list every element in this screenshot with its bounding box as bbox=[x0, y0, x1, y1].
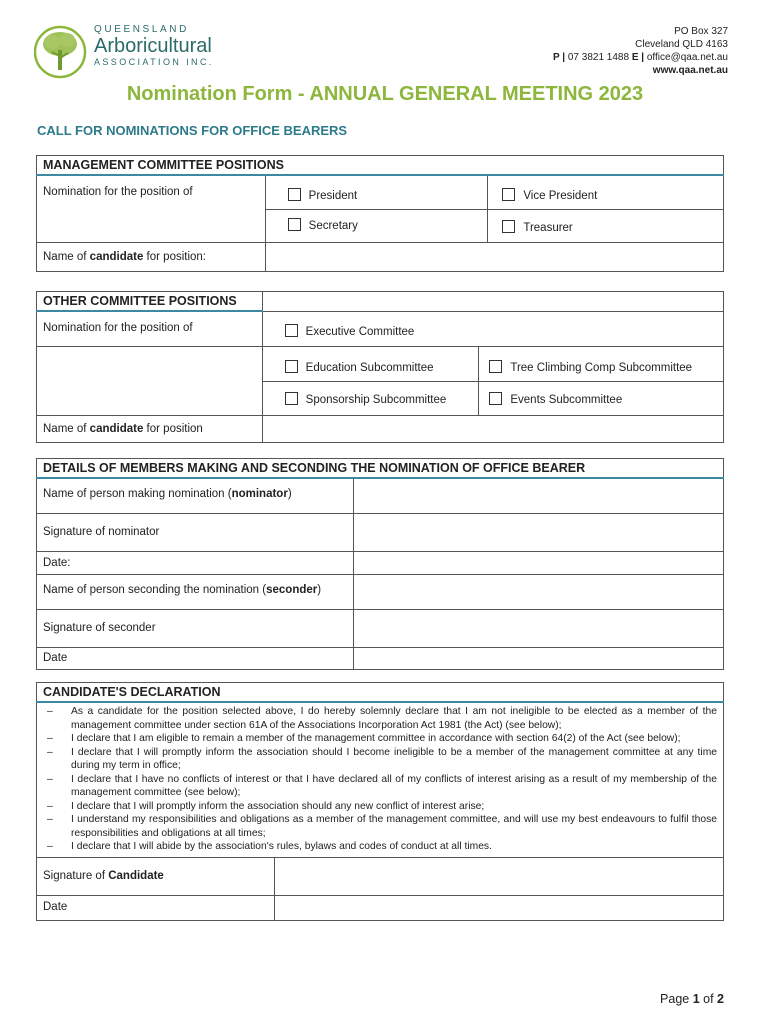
nominator-date-label: Date: bbox=[37, 551, 354, 574]
page-number: Page 1 of 2 bbox=[660, 992, 724, 1006]
tree-logo-icon bbox=[34, 22, 90, 84]
candidate-date-label: Date bbox=[37, 895, 275, 920]
logo-line-2: Arboricultural bbox=[94, 35, 212, 57]
education-subcommittee-checkbox[interactable] bbox=[285, 360, 298, 373]
events-subcommittee-label: Events Subcommittee bbox=[510, 393, 623, 406]
management-position-label: Nomination for the position of bbox=[37, 175, 266, 242]
phone-label: P | bbox=[553, 52, 566, 63]
option-executive-committee[interactable] bbox=[262, 311, 723, 346]
phone: 07 3821 1488 bbox=[567, 52, 630, 63]
option-education-subcommittee[interactable] bbox=[262, 346, 479, 381]
members-heading: DETAILS OF MEMBERS MAKING AND SECONDING THE NOMINATION OF OFFICE BEARER bbox=[37, 459, 724, 479]
phone-email-line bbox=[553, 51, 728, 64]
declaration-item: – I declare that I will promptly inform the association should any new conflict of interest arise; bbox=[43, 800, 717, 814]
nominator-name-label: Name of person making nomination (nominator) bbox=[37, 478, 354, 513]
treasurer-checkbox[interactable] bbox=[502, 220, 515, 233]
declaration-heading: CANDIDATE'S DECLARATION bbox=[37, 683, 724, 703]
seconder-date-label: Date bbox=[37, 647, 354, 669]
executive-committee-label: Executive Committee bbox=[305, 325, 415, 338]
option-treasurer[interactable] bbox=[488, 209, 724, 242]
option-president[interactable] bbox=[265, 175, 488, 209]
other-position-label: Nomination for the position of bbox=[37, 311, 263, 346]
seconder-signature-label: Signature of seconder bbox=[37, 609, 354, 647]
seconder-date-field[interactable] bbox=[353, 647, 723, 669]
declaration-list-cell bbox=[37, 702, 724, 857]
email-link[interactable]: office@qaa.net.au bbox=[646, 52, 728, 63]
seconder-name-field[interactable] bbox=[353, 574, 723, 609]
nominator-date-field[interactable] bbox=[353, 551, 723, 574]
association-logo bbox=[34, 22, 234, 86]
vice-president-label: Vice President bbox=[523, 190, 598, 202]
declaration-item: – I declare that I will abide by the association's rules, bylaws and codes of conduct at all times. bbox=[43, 840, 717, 854]
declaration-item: – As a candidate for the position selected above, I do hereby solemnly declare that I am not ineligible to be elected as a member of the management committee under section 61A of the Associations Incorporation Act 1981 (the Act) (see below); bbox=[43, 705, 717, 732]
option-vice-president[interactable] bbox=[488, 175, 724, 209]
other-position-blank bbox=[37, 346, 263, 415]
page-subtitle: CALL FOR NOMINATIONS FOR OFFICE BEARERS bbox=[37, 123, 348, 138]
treasurer-label: Treasurer bbox=[523, 221, 573, 234]
education-subcommittee-label: Education Subcommittee bbox=[305, 361, 434, 374]
nominator-signature-field[interactable] bbox=[353, 513, 723, 551]
candidate-signature-field[interactable] bbox=[274, 857, 723, 895]
logo-line-1: QUEENSLAND bbox=[94, 24, 189, 35]
website-link[interactable]: www.qaa.net.au bbox=[652, 65, 728, 76]
declaration-item: – I declare that I will promptly inform the association should I become ineligible to be a member of the management committee at any time during my term in office; bbox=[43, 746, 717, 773]
other-heading: OTHER COMMITTEE POSITIONS bbox=[37, 292, 263, 312]
seconder-name-label: Name of person seconding the nomination (seconder) bbox=[37, 574, 354, 609]
management-candidate-field[interactable] bbox=[265, 242, 723, 271]
option-events-subcommittee[interactable] bbox=[479, 381, 724, 415]
candidate-date-field[interactable] bbox=[274, 895, 723, 920]
members-table bbox=[36, 458, 724, 670]
president-checkbox[interactable] bbox=[288, 188, 301, 201]
seconder-signature-field[interactable] bbox=[353, 609, 723, 647]
sponsorship-subcommittee-label: Sponsorship Subcommittee bbox=[305, 393, 447, 406]
sponsorship-subcommittee-checkbox[interactable] bbox=[285, 392, 298, 405]
email-label: E | bbox=[631, 52, 645, 63]
other-candidate-label: Name of candidate for position bbox=[37, 415, 263, 442]
nominator-signature-label: Signature of nominator bbox=[37, 513, 354, 551]
option-secretary[interactable] bbox=[265, 209, 488, 242]
events-subcommittee-checkbox[interactable] bbox=[489, 392, 502, 405]
page-title: Nomination Form - ANNUAL GENERAL MEETING 2023 bbox=[126, 83, 644, 105]
executive-committee-checkbox[interactable] bbox=[285, 324, 298, 337]
contact-block bbox=[553, 25, 728, 77]
nominator-name-field[interactable] bbox=[353, 478, 723, 513]
city: Cleveland QLD 4163 bbox=[635, 39, 728, 50]
tree-climbing-label: Tree Climbing Comp Subcommittee bbox=[510, 361, 693, 374]
declaration-table bbox=[36, 682, 724, 921]
option-sponsorship-subcommittee[interactable] bbox=[262, 381, 479, 415]
po-box: PO Box 327 bbox=[674, 26, 728, 37]
president-label: President bbox=[308, 190, 358, 202]
secretary-checkbox[interactable] bbox=[288, 218, 301, 231]
declaration-item: – I understand my responsibilities and obligations as a member of the management committee, and will use my best endeavours to fulfil those responsibilities and obligations at all times; bbox=[43, 813, 717, 840]
management-heading: MANAGEMENT COMMITTEE POSITIONS bbox=[37, 156, 724, 176]
vice-president-checkbox[interactable] bbox=[502, 188, 515, 201]
other-committee-table bbox=[36, 291, 724, 443]
management-candidate-label: Name of candidate for position: bbox=[37, 242, 266, 271]
secretary-label: Secretary bbox=[308, 219, 358, 232]
declaration-list bbox=[43, 705, 717, 854]
tree-climbing-checkbox[interactable] bbox=[489, 360, 502, 373]
management-committee-table bbox=[36, 155, 724, 272]
option-tree-climbing-subcommittee[interactable] bbox=[479, 346, 724, 381]
candidate-signature-label: Signature of Candidate bbox=[37, 857, 275, 895]
declaration-item: – I declare that I am eligible to remain a member of the management committee in accordance with section 64(2) of the Act (see below); bbox=[43, 732, 717, 746]
other-candidate-field[interactable] bbox=[262, 415, 723, 442]
logo-line-3: ASSOCIATION INC. bbox=[94, 57, 214, 67]
declaration-item: – I declare that I have no conflicts of interest or that I have declared all of my conflicts of interest arising as a result of my membership of the management committee (see below); bbox=[43, 773, 717, 800]
